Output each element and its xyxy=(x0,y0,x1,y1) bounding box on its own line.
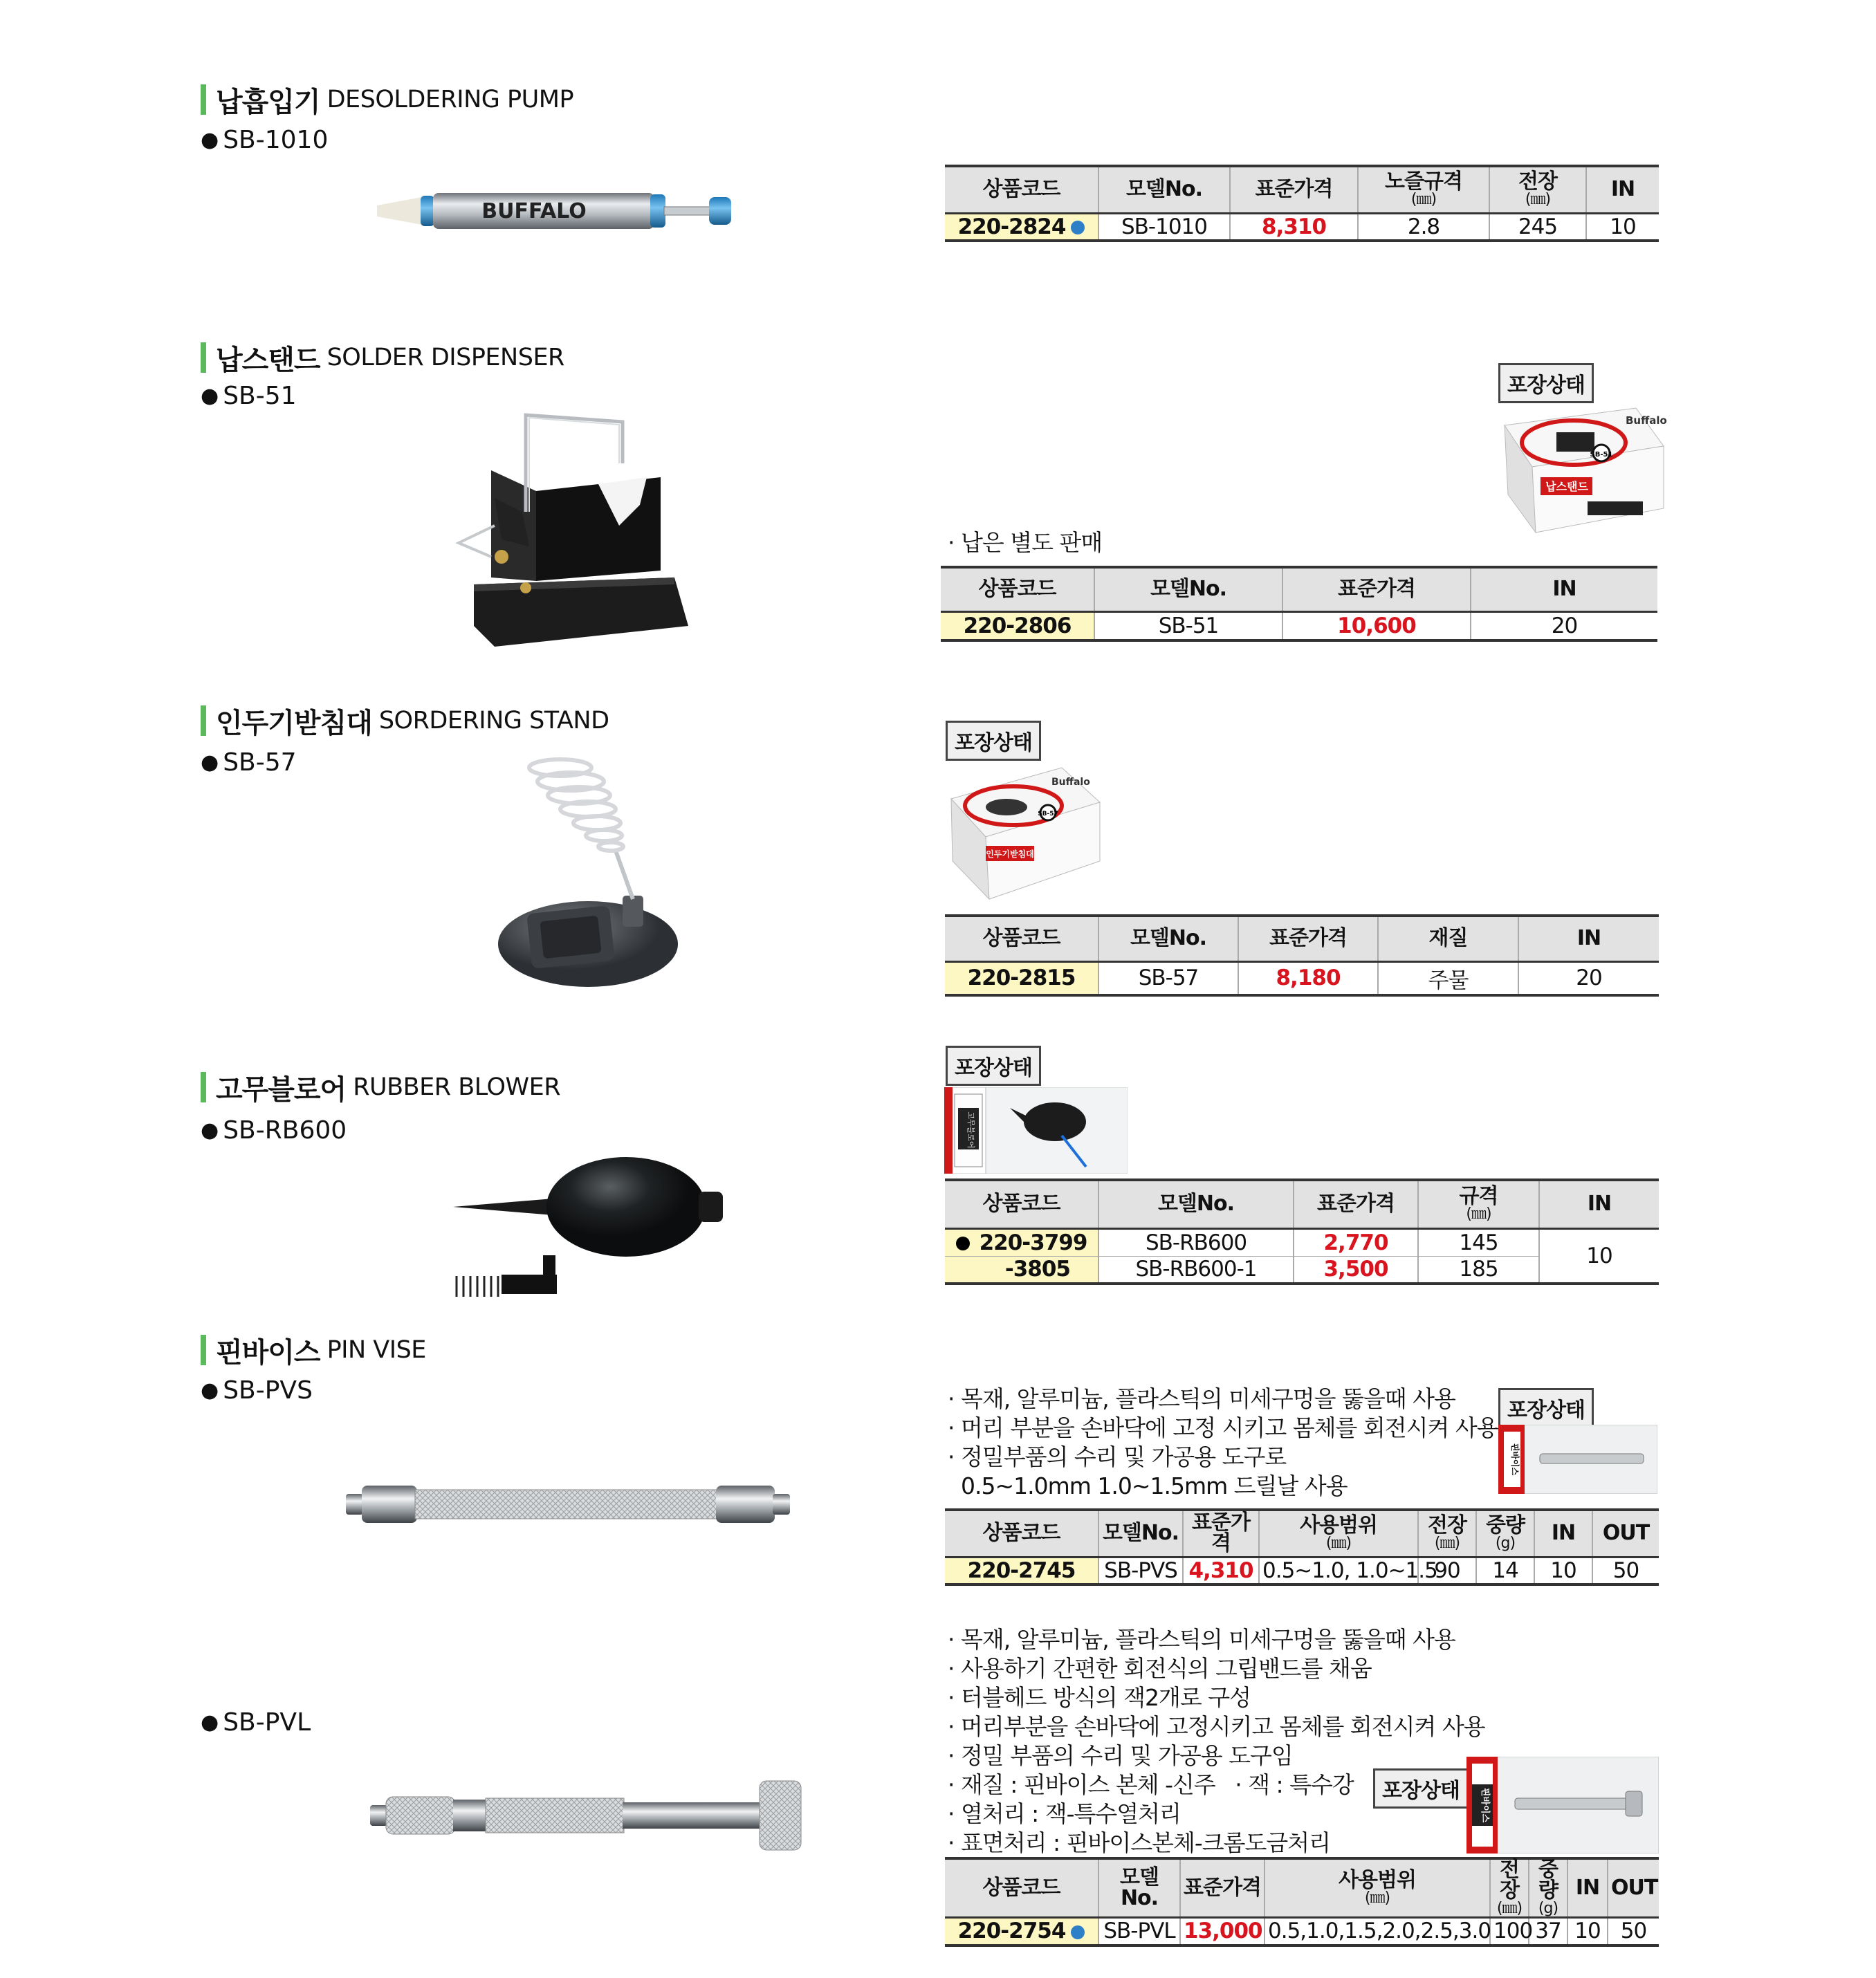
note-line: · 머리 부분을 손바닥에 고정 시키고 몸체를 회전시켜 사용 xyxy=(948,1414,1498,1441)
range-cell: 0.5~1.0, 1.0~1.5 xyxy=(1259,1557,1418,1584)
header-model: 모델No. xyxy=(1094,567,1282,611)
note-line: · 정밀부품의 수리 및 가공용 도구로 xyxy=(948,1443,1287,1470)
note-line: · 목재, 알루미늄, 플라스틱의 미세구멍을 뚫을때 사용 xyxy=(948,1626,1455,1653)
spec-table-pump xyxy=(945,165,1659,242)
rubber-blower-image xyxy=(450,1152,740,1300)
pvl-package-image xyxy=(1466,1757,1659,1854)
product-code: 220-3799 xyxy=(945,1228,1098,1256)
title-accent-bar xyxy=(201,1072,206,1102)
table-row xyxy=(945,1918,1659,1945)
note-line: 0.5~1.0mm 1.0~1.5mm 드릴날 사용 xyxy=(948,1472,1348,1499)
title-ko: 인두기받침대 xyxy=(216,707,372,739)
new-dot-icon xyxy=(956,1237,970,1250)
svg-text:핀바이스: 핀바이스 xyxy=(1510,1443,1520,1476)
product-code: 220-2824 xyxy=(945,213,1098,241)
spec-table-pvs xyxy=(945,1508,1659,1586)
solder-dispenser-image xyxy=(453,408,695,657)
note-line: · 터블헤드 방식의 잭2개로 구성 xyxy=(948,1684,1251,1711)
model-cell: SB-PVS xyxy=(1098,1557,1183,1584)
pvl-notes xyxy=(948,1625,1485,1858)
header-model: 모델No. xyxy=(1098,1180,1294,1228)
header-in: IN xyxy=(1534,1510,1592,1557)
svg-text:SB-57: SB-57 xyxy=(1038,811,1058,817)
model-name: SB-51 xyxy=(223,382,297,410)
price-cell: 10,600 xyxy=(1282,611,1471,640)
header-out: OUT xyxy=(1592,1510,1659,1557)
in-cell: 10 xyxy=(1567,1918,1608,1945)
title-accent-bar xyxy=(201,1335,206,1365)
title-accent-bar xyxy=(201,84,206,115)
spec-cell: 145 xyxy=(1418,1228,1539,1256)
svg-text:고무블로어: 고무블로어 xyxy=(966,1111,975,1149)
header-price: 표준가격 xyxy=(1282,567,1471,611)
header-spec: 규격 (㎜) xyxy=(1418,1180,1539,1228)
length-cell: 245 xyxy=(1489,213,1586,241)
header-range: 사용범위 (㎜) xyxy=(1265,1858,1490,1918)
model-name: SB-1010 xyxy=(223,126,329,154)
in-cell: 10 xyxy=(1534,1557,1592,1584)
header-model: 모델No. xyxy=(1098,1510,1183,1557)
nozzle-cell: 2.8 xyxy=(1358,213,1489,241)
stand-box-image xyxy=(944,764,1103,903)
model-label-stand xyxy=(201,748,297,777)
section-title-pump xyxy=(201,83,573,116)
new-dot-icon xyxy=(1071,1925,1085,1939)
pack-label-stand: 포장상태 xyxy=(946,721,1041,761)
price-cell: 8,310 xyxy=(1230,213,1358,241)
desoldering-pump-image xyxy=(374,176,802,246)
blower-package-image xyxy=(944,1087,1128,1174)
price-cell: 2,770 xyxy=(1294,1228,1418,1256)
price-cell: 13,000 xyxy=(1180,1918,1265,1945)
note-line: · 납은 별도 판매 xyxy=(948,529,1103,556)
note-line: · 목재, 알루미늄, 플라스틱의 미세구멍을 뚫을때 사용 xyxy=(948,1385,1455,1412)
header-weight: 중량 (g) xyxy=(1529,1858,1567,1918)
product-code: 220-2815 xyxy=(945,961,1098,995)
header-weight: 중량 (g) xyxy=(1476,1510,1534,1557)
spec-cell: 185 xyxy=(1418,1256,1539,1284)
title-ko: 납스탠드 xyxy=(216,344,320,376)
in-cell: 10 xyxy=(1539,1228,1659,1284)
header-model: 모델No. xyxy=(1098,916,1238,961)
model-cell: SB-PVL xyxy=(1098,1918,1180,1945)
table-row xyxy=(945,1228,1659,1256)
header-in: IN xyxy=(1567,1858,1608,1918)
title-accent-bar xyxy=(201,342,206,373)
note-line: · 열처리 : 잭-특수열처리 xyxy=(948,1800,1181,1827)
header-price: 표준가격 xyxy=(1230,166,1358,213)
brand-label: BUFFALO xyxy=(481,199,587,223)
model-cell: SB-57 xyxy=(1098,961,1238,995)
title-en: SOLDER DISPENSER xyxy=(327,344,564,371)
out-cell: 50 xyxy=(1608,1918,1659,1945)
model-name: SB-57 xyxy=(223,748,297,777)
header-in: IN xyxy=(1518,916,1659,961)
model-cell: SB-51 xyxy=(1094,611,1282,640)
header-code: 상품코드 xyxy=(945,1510,1098,1557)
header-material: 재질 xyxy=(1378,916,1518,961)
spec-table-blower xyxy=(945,1179,1659,1285)
header-length: 전장 (㎜) xyxy=(1489,166,1586,213)
model-name: SB-RB600 xyxy=(223,1116,347,1145)
bullet-icon: ● xyxy=(201,1378,219,1403)
table-row xyxy=(941,611,1657,640)
weight-cell: 14 xyxy=(1476,1557,1534,1584)
weight-cell: 37 xyxy=(1529,1918,1567,1945)
header-code: 상품코드 xyxy=(945,916,1098,961)
note-line: · 정밀 부품의 수리 및 가공용 도구임 xyxy=(948,1742,1293,1769)
material-cell: 주물 xyxy=(1378,961,1518,995)
pack-label-pvs: 포장상태 xyxy=(1498,1388,1594,1428)
dispenser-note xyxy=(948,528,1102,557)
note-line: · 표면처리 : 핀바이스본체-크롬도금처리 xyxy=(948,1829,1331,1856)
model-label-pvs xyxy=(201,1376,313,1405)
pin-vise-pvl-image xyxy=(367,1777,809,1854)
svg-text:Buffalo: Buffalo xyxy=(1626,414,1667,427)
model-name: SB-PVL xyxy=(223,1708,311,1737)
title-en: DESOLDERING PUMP xyxy=(327,86,574,113)
header-in: IN xyxy=(1471,567,1657,611)
note-line: · 재질 : 핀바이스 본체 -신주 · 잭 : 특수강 xyxy=(948,1771,1354,1798)
svg-text:핀바이스: 핀바이스 xyxy=(1480,1787,1490,1823)
price-cell: 3,500 xyxy=(1294,1256,1418,1284)
header-code: 상품코드 xyxy=(945,166,1098,213)
length-cell: 90 xyxy=(1418,1557,1476,1584)
note-line: · 머리부분을 손바닥에 고정시키고 몸체를 회전시켜 사용 xyxy=(948,1713,1485,1740)
product-code: 220-2754 xyxy=(945,1918,1098,1945)
header-price: 표준가격 xyxy=(1238,916,1378,961)
spec-table-dispenser xyxy=(941,566,1657,642)
header-in: IN xyxy=(1539,1180,1659,1228)
section-title-stand xyxy=(201,704,609,737)
bullet-icon: ● xyxy=(201,384,219,408)
svg-text:SB-51: SB-51 xyxy=(1590,451,1613,459)
in-cell: 10 xyxy=(1586,213,1659,241)
title-accent-bar xyxy=(201,705,206,736)
section-title-blower xyxy=(201,1071,560,1104)
bullet-icon: ● xyxy=(201,750,219,775)
bullet-icon: ● xyxy=(201,128,219,152)
price-cell: 8,180 xyxy=(1238,961,1378,995)
pvs-package-image xyxy=(1498,1425,1657,1494)
note-line: · 사용하기 간편한 회전식의 그립밴드를 채움 xyxy=(948,1655,1372,1682)
product-code: 220-2745 xyxy=(945,1557,1098,1584)
model-label-pump xyxy=(201,126,328,154)
dispenser-box-image xyxy=(1498,405,1667,546)
header-out: OUT xyxy=(1608,1858,1659,1918)
header-code: 상품코드 xyxy=(945,1180,1098,1228)
header-model: 모델No. xyxy=(1098,1858,1180,1918)
pack-label-pvl: 포장상태 xyxy=(1373,1768,1469,1809)
header-code: 상품코드 xyxy=(945,1858,1098,1918)
in-cell: 20 xyxy=(1471,611,1657,640)
header-length: 전장 (㎜) xyxy=(1418,1510,1476,1557)
spec-table-stand xyxy=(945,914,1659,997)
pvs-notes xyxy=(948,1385,1498,1501)
header-price: 표준가격 xyxy=(1294,1180,1418,1228)
section-title-dispenser xyxy=(201,341,564,374)
spec-table-pvl xyxy=(945,1857,1659,1947)
header-range: 사용범위 (㎜) xyxy=(1259,1510,1418,1557)
header-length: 전장 (㎜) xyxy=(1490,1858,1529,1918)
length-cell: 100 xyxy=(1490,1918,1529,1945)
model-cell: SB-1010 xyxy=(1098,213,1230,241)
range-cell: 0.5,1.0,1.5,2.0,2.5,3.0 xyxy=(1265,1918,1490,1945)
model-label-dispenser xyxy=(201,382,297,410)
header-in: IN xyxy=(1586,166,1659,213)
bullet-icon: ● xyxy=(201,1118,219,1143)
soldering-stand-image xyxy=(495,754,681,996)
svg-text:납스탠드: 납스탠드 xyxy=(1545,480,1588,493)
in-cell: 20 xyxy=(1518,961,1659,995)
title-ko: 핀바이스 xyxy=(216,1336,320,1369)
header-price: 표준가격 xyxy=(1180,1858,1265,1918)
table-row xyxy=(945,213,1659,241)
model-cell: SB-RB600 xyxy=(1098,1228,1294,1256)
model-cell: SB-RB600-1 xyxy=(1098,1256,1294,1284)
product-code: -3805 xyxy=(945,1256,1098,1284)
title-en: SORDERING STAND xyxy=(378,707,609,734)
header-price: 표준가격 xyxy=(1183,1510,1259,1557)
svg-text:인두기받침대: 인두기받침대 xyxy=(986,849,1034,859)
model-label-pvl xyxy=(201,1708,311,1737)
price-cell: 4,310 xyxy=(1183,1557,1259,1584)
bullet-icon: ● xyxy=(201,1710,219,1735)
header-nozzle: 노즐규격 (㎜) xyxy=(1358,166,1489,213)
title-en: RUBBER BLOWER xyxy=(353,1073,561,1101)
pack-label-blower: 포장상태 xyxy=(946,1046,1041,1086)
pack-label-dispenser: 포장상태 xyxy=(1498,363,1594,403)
table-row xyxy=(945,1557,1659,1584)
title-ko: 고무블로어 xyxy=(216,1073,347,1106)
pin-vise-pvs-image xyxy=(342,1473,799,1535)
model-label-blower xyxy=(201,1116,347,1145)
new-dot-icon xyxy=(1071,221,1085,234)
title-en: PIN VISE xyxy=(327,1336,426,1364)
product-code: 220-2806 xyxy=(941,611,1094,640)
section-title-pinvise xyxy=(201,1333,426,1367)
header-model: 모델No. xyxy=(1098,166,1230,213)
title-ko: 납흡입기 xyxy=(216,86,320,118)
model-name: SB-PVS xyxy=(223,1376,313,1405)
header-code: 상품코드 xyxy=(941,567,1094,611)
out-cell: 50 xyxy=(1592,1557,1659,1584)
svg-text:Buffalo: Buffalo xyxy=(1051,777,1090,788)
table-row xyxy=(945,961,1659,995)
